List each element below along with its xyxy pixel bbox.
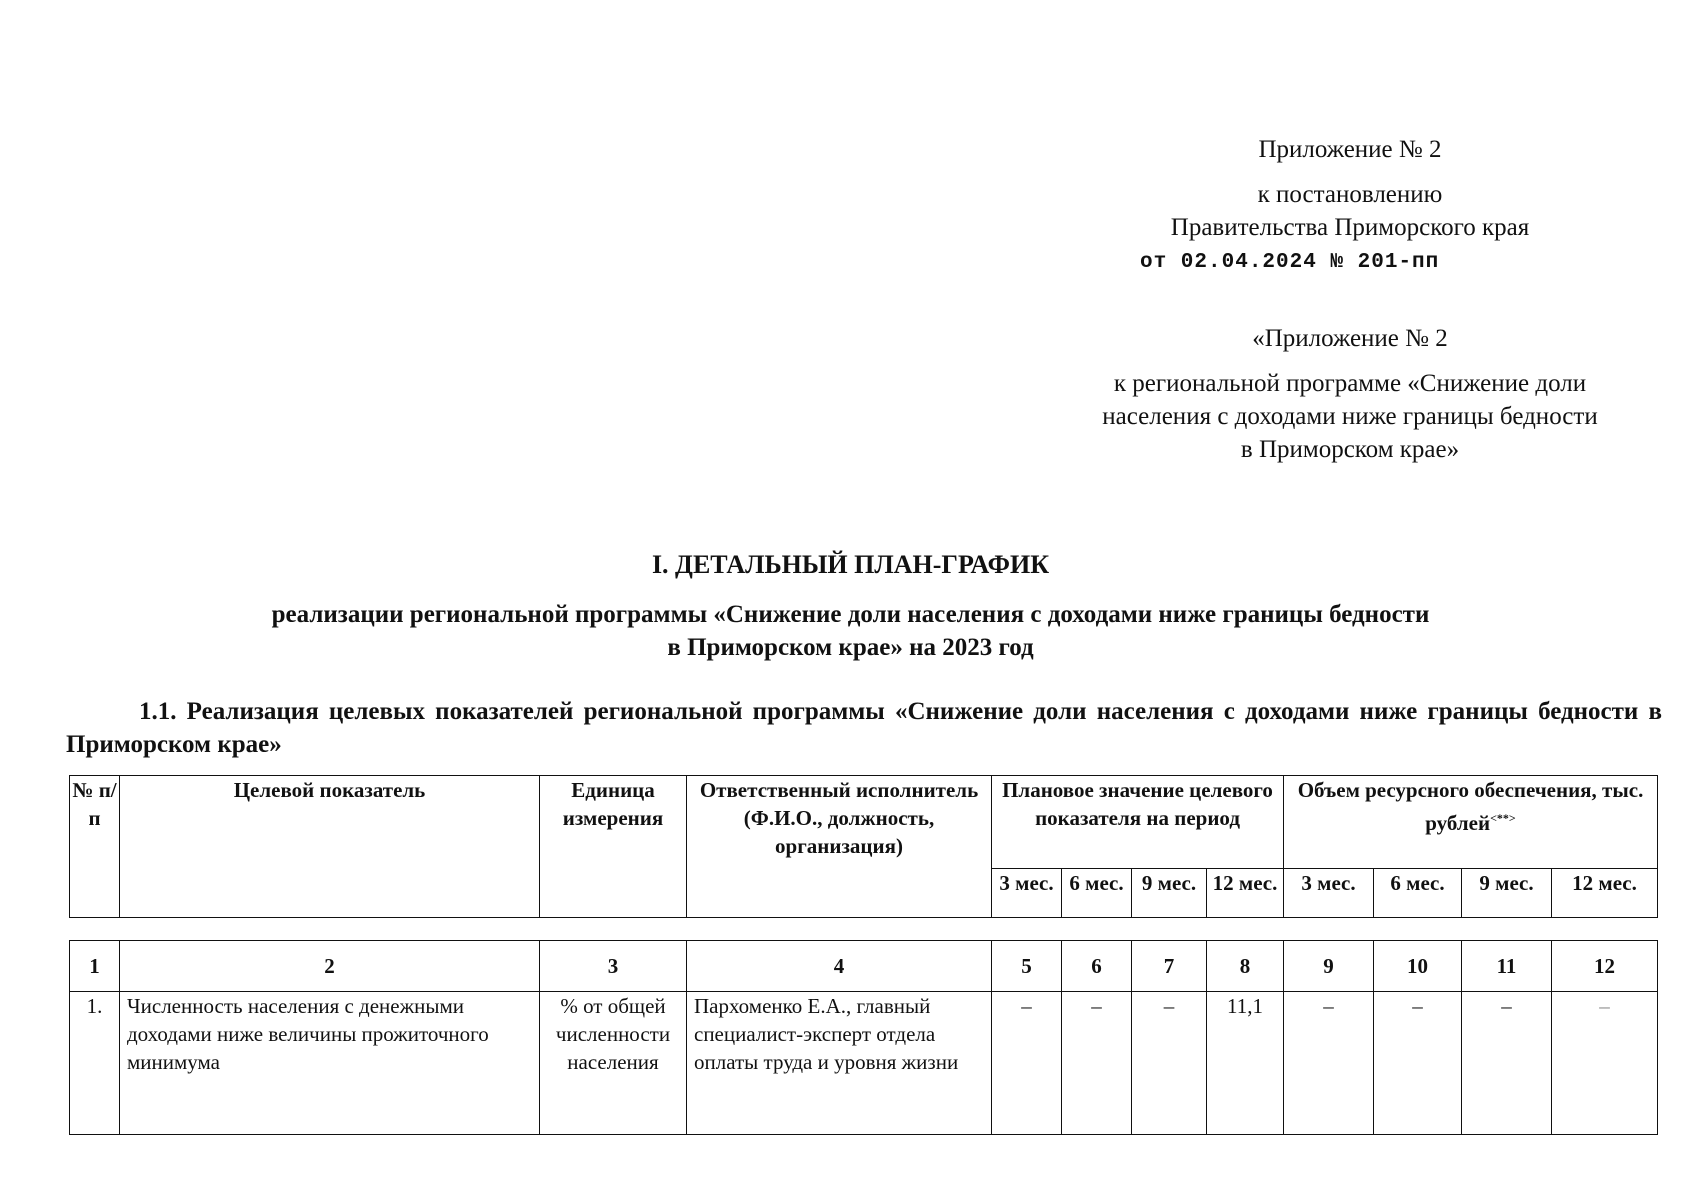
column-number: 2 xyxy=(120,941,540,992)
column-number: 4 xyxy=(687,941,992,992)
header-resource-6m: 6 мес. xyxy=(1374,869,1462,918)
row-resource-9m: – xyxy=(1462,992,1552,1135)
header-unit: Единица измерения xyxy=(540,776,687,918)
row-planned-9m: – xyxy=(1132,992,1207,1135)
header-planned-value: Плановое значение целевого показателя на период xyxy=(992,776,1284,869)
column-number: 1 xyxy=(70,941,120,992)
program-name-line-2: населения с доходами ниже границы бедности xyxy=(1102,403,1598,430)
appendix-header xyxy=(1080,133,1620,279)
plan-table-body xyxy=(69,940,1658,1135)
column-number: 9 xyxy=(1284,941,1374,992)
column-number: 5 xyxy=(992,941,1062,992)
row-num: 1. xyxy=(70,992,120,1135)
header-planned-9m: 9 мес. xyxy=(1132,869,1207,918)
program-name-line-3: в Приморском крае» xyxy=(1240,436,1460,463)
header-responsible: Ответственный исполнитель (Ф.И.О., должность, организация) xyxy=(687,776,992,918)
appendix-resolution-line: к постановлению xyxy=(1257,181,1443,208)
header-num: № п/п xyxy=(70,776,120,918)
header-resource-9m: 9 мес. xyxy=(1462,869,1552,918)
column-number: 11 xyxy=(1462,941,1552,992)
section-heading: 1.1. Реализация целевых показателей региональной программы «Снижение доли населения с доходами ниже границы бедности в Приморском крае» xyxy=(66,698,1662,758)
header-resource-3m: 3 мес. xyxy=(1284,869,1374,918)
row-planned-6m: – xyxy=(1062,992,1132,1135)
row-indicator: Численность населения с денежными доходами ниже величины прожиточного минимума xyxy=(120,992,540,1135)
header-planned-12m: 12 мес. xyxy=(1207,869,1284,918)
header-planned-6m: 6 мес. xyxy=(1062,869,1132,918)
program-appendix-title: «Приложение № 2 xyxy=(1252,325,1448,352)
header-resource-text: Объем ресурсного обеспечения, тыс. рублей xyxy=(1297,778,1644,835)
column-number: 3 xyxy=(540,941,687,992)
program-appendix-header xyxy=(1040,322,1660,466)
header-planned-3m: 3 мес. xyxy=(992,869,1062,918)
column-number: 10 xyxy=(1374,941,1462,992)
column-number: 7 xyxy=(1132,941,1207,992)
resolution-date-stamp: от 02.04.2024 № 201-пп xyxy=(1140,251,1440,274)
row-resource-3m: – xyxy=(1284,992,1374,1135)
plan-table-header xyxy=(69,775,1658,918)
appendix-government-line: Правительства Приморского края xyxy=(1170,214,1530,241)
row-resource-6m: – xyxy=(1374,992,1462,1135)
row-unit: % от общей численности населения xyxy=(540,992,687,1135)
row-resource-12m: – xyxy=(1552,992,1658,1135)
column-number: 8 xyxy=(1207,941,1284,992)
document-title: I. ДЕТАЛЬНЫЙ ПЛАН-ГРАФИК xyxy=(651,550,1050,579)
header-resource-volume xyxy=(1284,776,1658,869)
appendix-title: Приложение № 2 xyxy=(1258,136,1442,163)
row-planned-12m: 11,1 xyxy=(1207,992,1284,1135)
header-resource-12m: 12 мес. xyxy=(1552,869,1658,918)
row-responsible: Пархоменко Е.А., главный специалист-эксперт отдела оплаты труда и уровня жизни xyxy=(687,992,992,1135)
header-indicator: Целевой показатель xyxy=(120,776,540,918)
column-number: 12 xyxy=(1552,941,1658,992)
column-number: 6 xyxy=(1062,941,1132,992)
table-row xyxy=(70,992,1658,1135)
document-subtitle-line-2: в Приморском крае» на 2023 год xyxy=(667,634,1034,661)
row-planned-3m: – xyxy=(992,992,1062,1135)
document-subtitle xyxy=(0,598,1701,664)
header-resource-note: <**> xyxy=(1490,811,1516,825)
program-name-line-1: к региональной программе «Снижение доли xyxy=(1113,370,1587,397)
document-subtitle-line-1: реализации региональной программы «Снижение доли населения с доходами ниже границы бедности xyxy=(271,601,1430,628)
column-number-row xyxy=(70,941,1658,992)
